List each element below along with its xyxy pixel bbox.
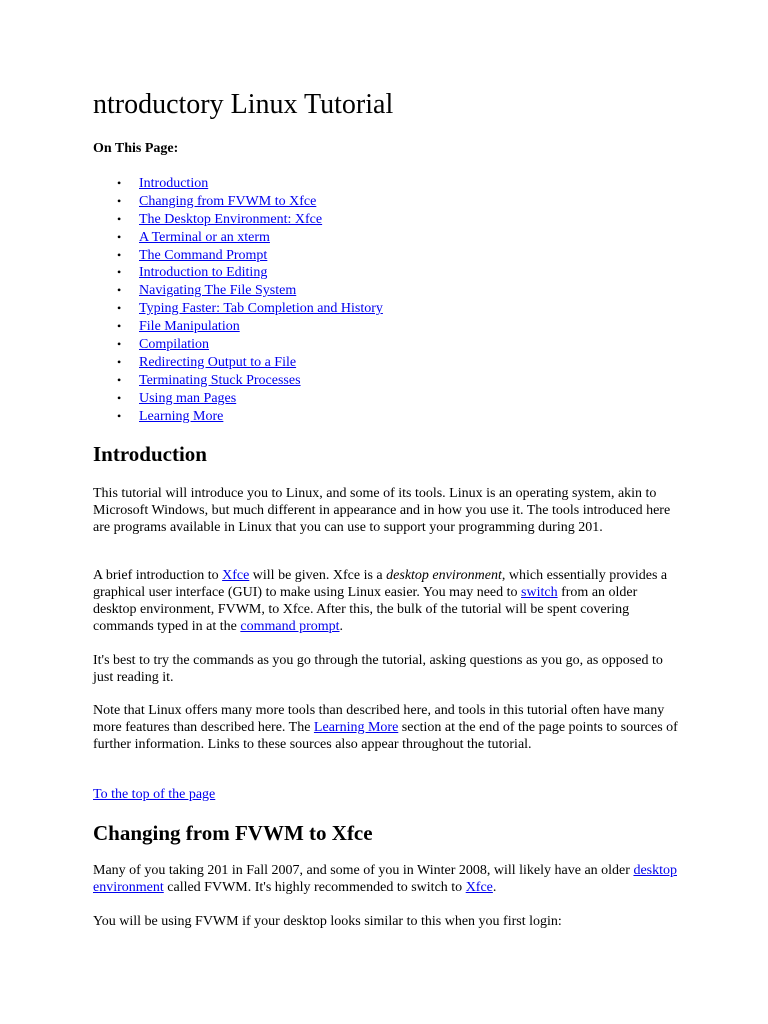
toc-link-compilation[interactable]: Compilation (139, 337, 209, 353)
toc-item (93, 247, 383, 265)
bullet-icon: • (117, 211, 122, 226)
page-title: ntroductory Linux Tutorial (93, 89, 394, 120)
toc-item (93, 318, 383, 336)
toc-item (93, 282, 383, 300)
bullet-icon: • (117, 301, 122, 316)
toc-link-command-prompt[interactable]: The Command Prompt (139, 247, 268, 263)
toc-link-redirecting-output[interactable]: Redirecting Output to a File (139, 354, 297, 370)
bullet-icon: • (117, 390, 122, 405)
toc-link-desktop-environment[interactable]: The Desktop Environment: Xfce (139, 211, 323, 227)
toc-item (93, 300, 383, 318)
toc-item (93, 372, 383, 390)
toc-heading: On This Page: (93, 141, 179, 156)
top-link-paragraph (93, 786, 683, 803)
intro-paragraph-3: It's best to try the commands as you go through the tutorial, asking questions as you go, as opposed to just reading it. (93, 653, 663, 685)
text-span: section at the end of the page points to sources of further information. Links to these sources also appear throughout the tutorial. (93, 720, 678, 752)
switch-link[interactable]: switch (521, 585, 558, 600)
toc-item (93, 390, 383, 408)
changing-paragraph-1 (93, 862, 683, 896)
xfce-link[interactable]: Xfce (222, 568, 250, 583)
toc-link-editing[interactable]: Introduction to Editing (139, 265, 268, 281)
text-span: , which essentially provides a graphical user interface (GUI) to make using Linux easier. You may need to (93, 568, 668, 600)
toc-link-terminating-processes[interactable]: Terminating Stuck Processes (139, 372, 301, 388)
bullet-icon: • (117, 283, 122, 298)
toc-item (93, 193, 383, 211)
bullet-icon: • (117, 372, 122, 387)
bullet-icon: • (117, 265, 122, 280)
section-heading-introduction: Introduction (93, 442, 207, 466)
toc-link-typing-faster[interactable]: Typing Faster: Tab Completion and History (139, 301, 383, 317)
table-of-contents (93, 175, 383, 425)
intro-paragraph-2 (93, 567, 683, 635)
text-span: from an older desktop environment, FVWM, to Xfce. After this, the bulk of the tutorial will be spent covering commands typed in at the (93, 585, 638, 634)
text-span: will be given. Xfce is a (249, 568, 387, 583)
toc-link-terminal[interactable]: A Terminal or an xterm (139, 229, 270, 245)
to-top-link[interactable]: To the top of the page (93, 787, 216, 802)
intro-paragraph-4 (93, 702, 683, 753)
learning-more-link[interactable]: Learning More (313, 720, 399, 735)
toc-link-file-system[interactable]: Navigating The File System (139, 283, 297, 299)
toc-item (93, 264, 383, 282)
text-span: called FVWM. It's highly recommended to switch to (163, 880, 466, 895)
command-prompt-link[interactable]: command prompt (240, 619, 340, 634)
section-heading-changing: Changing from FVWM to Xfce (93, 821, 373, 845)
toc-item (93, 211, 383, 229)
emphasis-text: desktop environment (386, 568, 502, 583)
text-span: . (492, 880, 497, 895)
toc-item (93, 229, 383, 247)
toc-link-changing-from-fvwm[interactable]: Changing from FVWM to Xfce (139, 193, 317, 209)
toc-item (93, 175, 383, 193)
toc-link-man-pages[interactable]: Using man Pages (139, 390, 237, 406)
text-span: . (339, 619, 344, 634)
toc-link-learning-more[interactable]: Learning More (139, 408, 224, 424)
toc-item (93, 336, 383, 354)
bullet-icon: • (117, 354, 122, 369)
changing-paragraph-2: You will be using FVWM if your desktop looks similar to this when you first login: (93, 914, 562, 929)
bullet-icon: • (117, 319, 122, 334)
toc-item (93, 354, 383, 372)
toc-link-introduction[interactable]: Introduction (139, 176, 209, 191)
intro-paragraph-1: This tutorial will introduce you to Linux, and some of its tools. Linux is an operating system, akin to Microsoft Windows, but much different in appearance and in how you use it. The tools introduced here are programs available in Linux that you can use to support your programming during 201. (93, 486, 671, 535)
bullet-icon: • (117, 408, 122, 423)
toc-link-file-manipulation[interactable]: File Manipulation (139, 319, 240, 335)
bullet-icon: • (117, 176, 122, 190)
bullet-icon: • (117, 193, 122, 208)
toc-item (93, 408, 383, 426)
bullet-icon: • (117, 247, 122, 262)
text-span: Many of you taking 201 in Fall 2007, and some of you in Winter 2008, will likely have an older (93, 863, 634, 878)
bullet-icon: • (117, 337, 122, 352)
text-span: A brief introduction to (93, 568, 223, 583)
xfce-link[interactable]: Xfce (465, 880, 493, 895)
text-span: Note that Linux offers many more tools than described here, and tools in this tutorial often have many more features than described here. The (93, 703, 665, 735)
desktop-environment-link[interactable]: desktop environment (93, 863, 677, 895)
bullet-icon: • (117, 229, 122, 244)
